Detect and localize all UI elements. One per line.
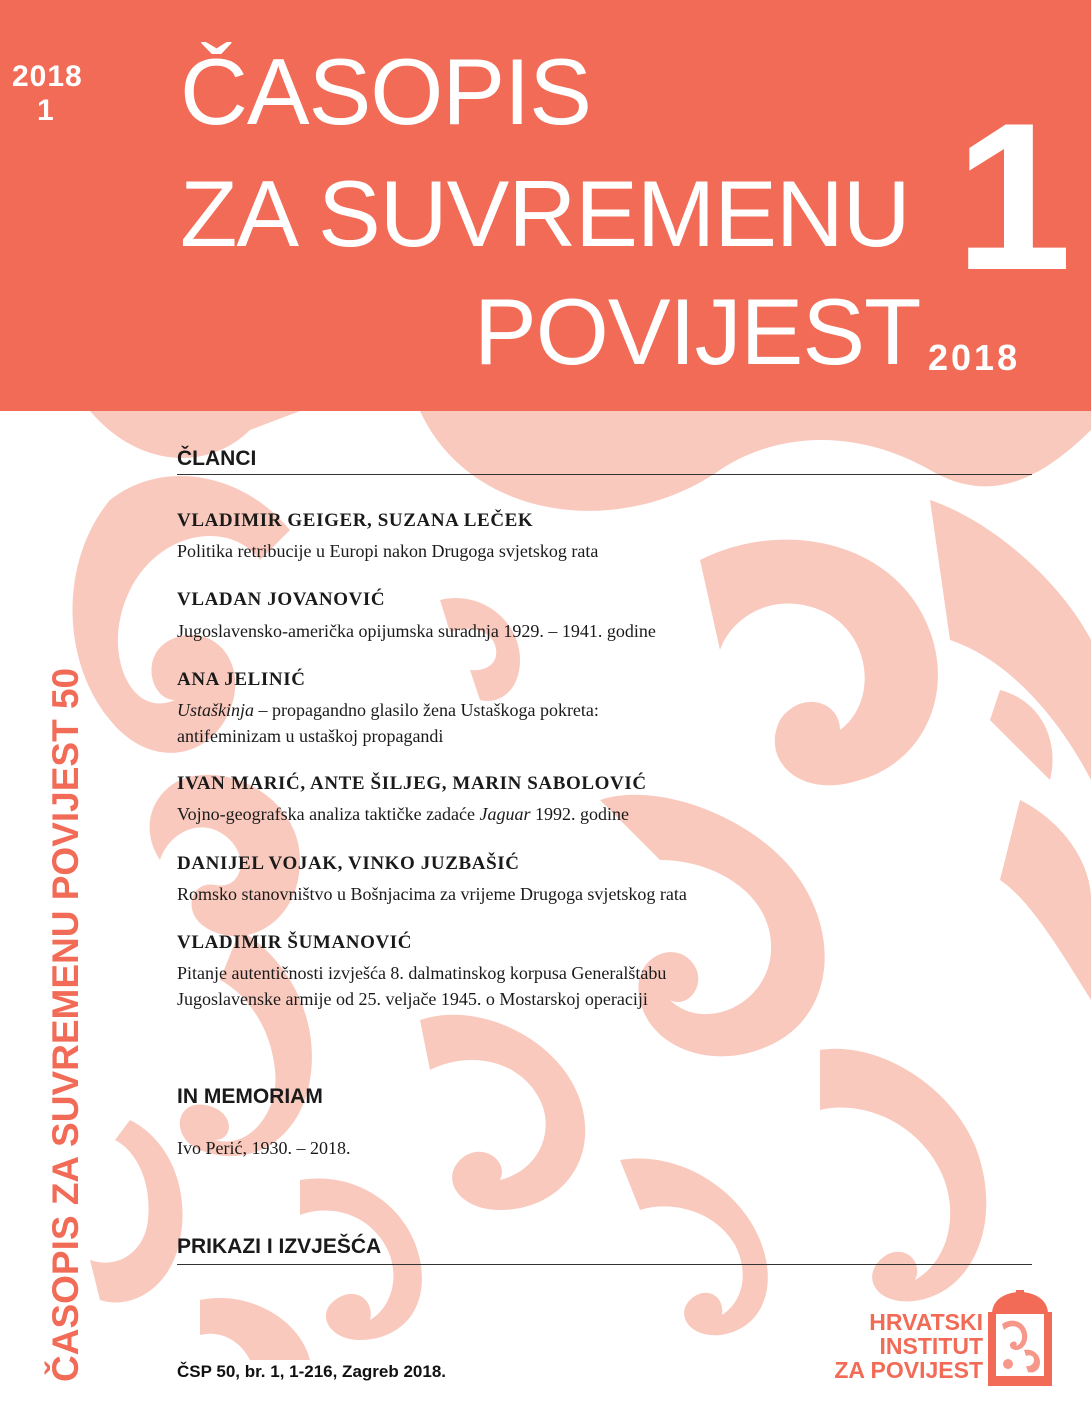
- article-title-italic: Ustaškinja: [177, 700, 255, 720]
- article-title: Romsko stanovništvo u Bošnjacima za vrijeme Drugoga svjetskog rata: [177, 884, 687, 904]
- article-authors: VLADIMIR ŠUMANOVIĆ: [177, 932, 413, 953]
- article-title-line2: antifeminizam u ustaškoj propagandi: [177, 726, 444, 746]
- spine-title: ČASOPIS ZA SUVREMENU POVIJEST 50: [45, 667, 86, 1382]
- title-banner: [0, 0, 1091, 411]
- article-authors: VLADIMIR GEIGER, SUZANA LEČEK: [177, 510, 534, 531]
- section-clanci-heading: ČLANCI: [177, 447, 257, 470]
- journal-title-line2: ZA SUVREMENU: [180, 161, 910, 266]
- article-title: [177, 697, 599, 723]
- article-title-post: 1992. godine: [530, 804, 630, 824]
- article-title: [177, 801, 629, 827]
- issue-number-large: 1: [955, 79, 1072, 314]
- banner-issue-small: 1: [37, 94, 54, 127]
- logo-text-line1: HRVATSKI: [869, 1309, 983, 1335]
- article-title-line2: Jugoslavenske armije od 25. veljače 1945. o Mostarskoj operaciji: [177, 989, 648, 1009]
- article-authors: IVAN MARIĆ, ANTE ŠILJEG, MARIN SABOLOVIĆ: [177, 773, 647, 794]
- article-title: Politika retribucije u Europi nakon Drugoga svjetskog rata: [177, 541, 599, 561]
- section-memoriam-heading: IN MEMORIAM: [177, 1085, 323, 1108]
- logo-text-line2: INSTITUT: [879, 1333, 983, 1359]
- logo-text-line3: ZA POVIJEST: [834, 1357, 983, 1383]
- article-authors: ANA JELINIĆ: [177, 669, 306, 690]
- institute-building-icon: [988, 1290, 1052, 1386]
- section-prikazi-heading: PRIKAZI I IZVJEŠĆA: [177, 1235, 382, 1258]
- article-title-italic: Jaguar: [479, 804, 531, 824]
- section-rule: [177, 474, 1032, 475]
- article-title: Pitanje autentičnosti izvješća 8. dalmatinskog korpusa Generalštabu: [177, 963, 667, 983]
- memoriam-entry: Ivo Perić, 1930. – 2018.: [177, 1138, 351, 1158]
- section-rule: [177, 1264, 1032, 1265]
- article-title-rest: – propagandno glasilo žena Ustaškoga pokreta:: [254, 700, 599, 720]
- journal-title-line1: ČASOPIS: [180, 39, 591, 144]
- banner-year-small: 2018: [12, 60, 83, 93]
- journal-title-line3: POVIJEST: [474, 279, 921, 384]
- article-authors: VLADAN JOVANOVIĆ: [177, 589, 386, 610]
- publication-reference: ČSP 50, br. 1, 1-216, Zagreb 2018.: [177, 1362, 447, 1381]
- article-title-pre: Vojno-geografska analiza taktičke zadaće: [177, 804, 480, 824]
- article-title: Jugoslavensko-američka opijumska suradnja 1929. – 1941. godine: [177, 621, 656, 641]
- article-authors: DANIJEL VOJAK, VINKO JUZBAŠIĆ: [177, 853, 520, 874]
- banner-year-large: 2018: [928, 337, 1021, 378]
